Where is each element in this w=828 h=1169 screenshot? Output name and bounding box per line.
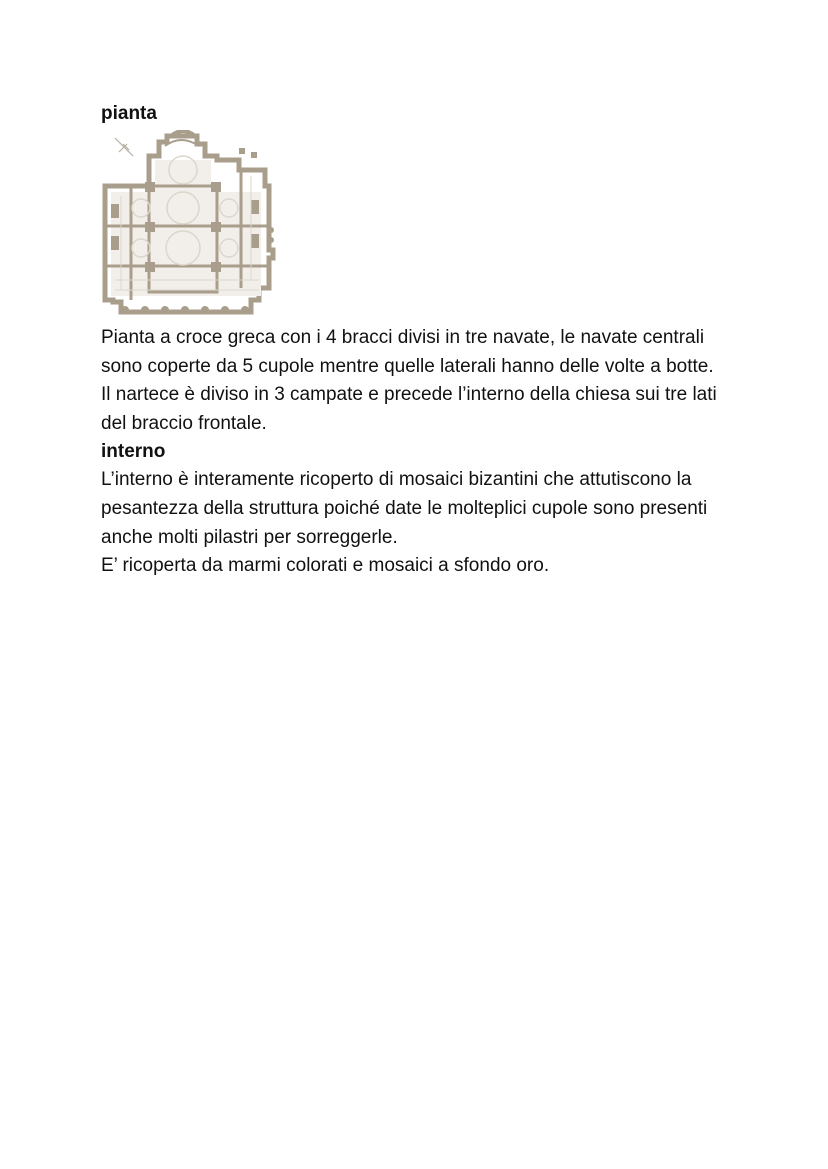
heading-plan: pianta bbox=[101, 103, 157, 124]
paragraph: E’ ricoperta da marmi colorati e mosaici a sfondo oro. bbox=[101, 555, 550, 577]
heading-interior: interno bbox=[101, 441, 166, 463]
floor-plan-icon bbox=[101, 130, 283, 320]
paragraph: Pianta a croce greca con i 4 bracci divisi in tre navate, le navate centrali sono coperte da 5 cupole mentre quelle laterali hanno delle volte a botte. bbox=[101, 327, 714, 377]
interior-description bbox=[101, 466, 741, 580]
document-body bbox=[101, 100, 741, 581]
compass-icon bbox=[115, 138, 133, 156]
paragraph: L’interno è interamente ricoperto di mosaici bizantini che attutiscono la pesantezza della struttura poiché date le molteplici cupole sono presenti anche molti pilastri per sorreggerle. bbox=[101, 469, 708, 548]
plan-description bbox=[101, 324, 741, 438]
paragraph: Il nartece è diviso in 3 campate e precede l’interno della chiesa sui tre lati del braccio frontale. bbox=[101, 384, 717, 434]
